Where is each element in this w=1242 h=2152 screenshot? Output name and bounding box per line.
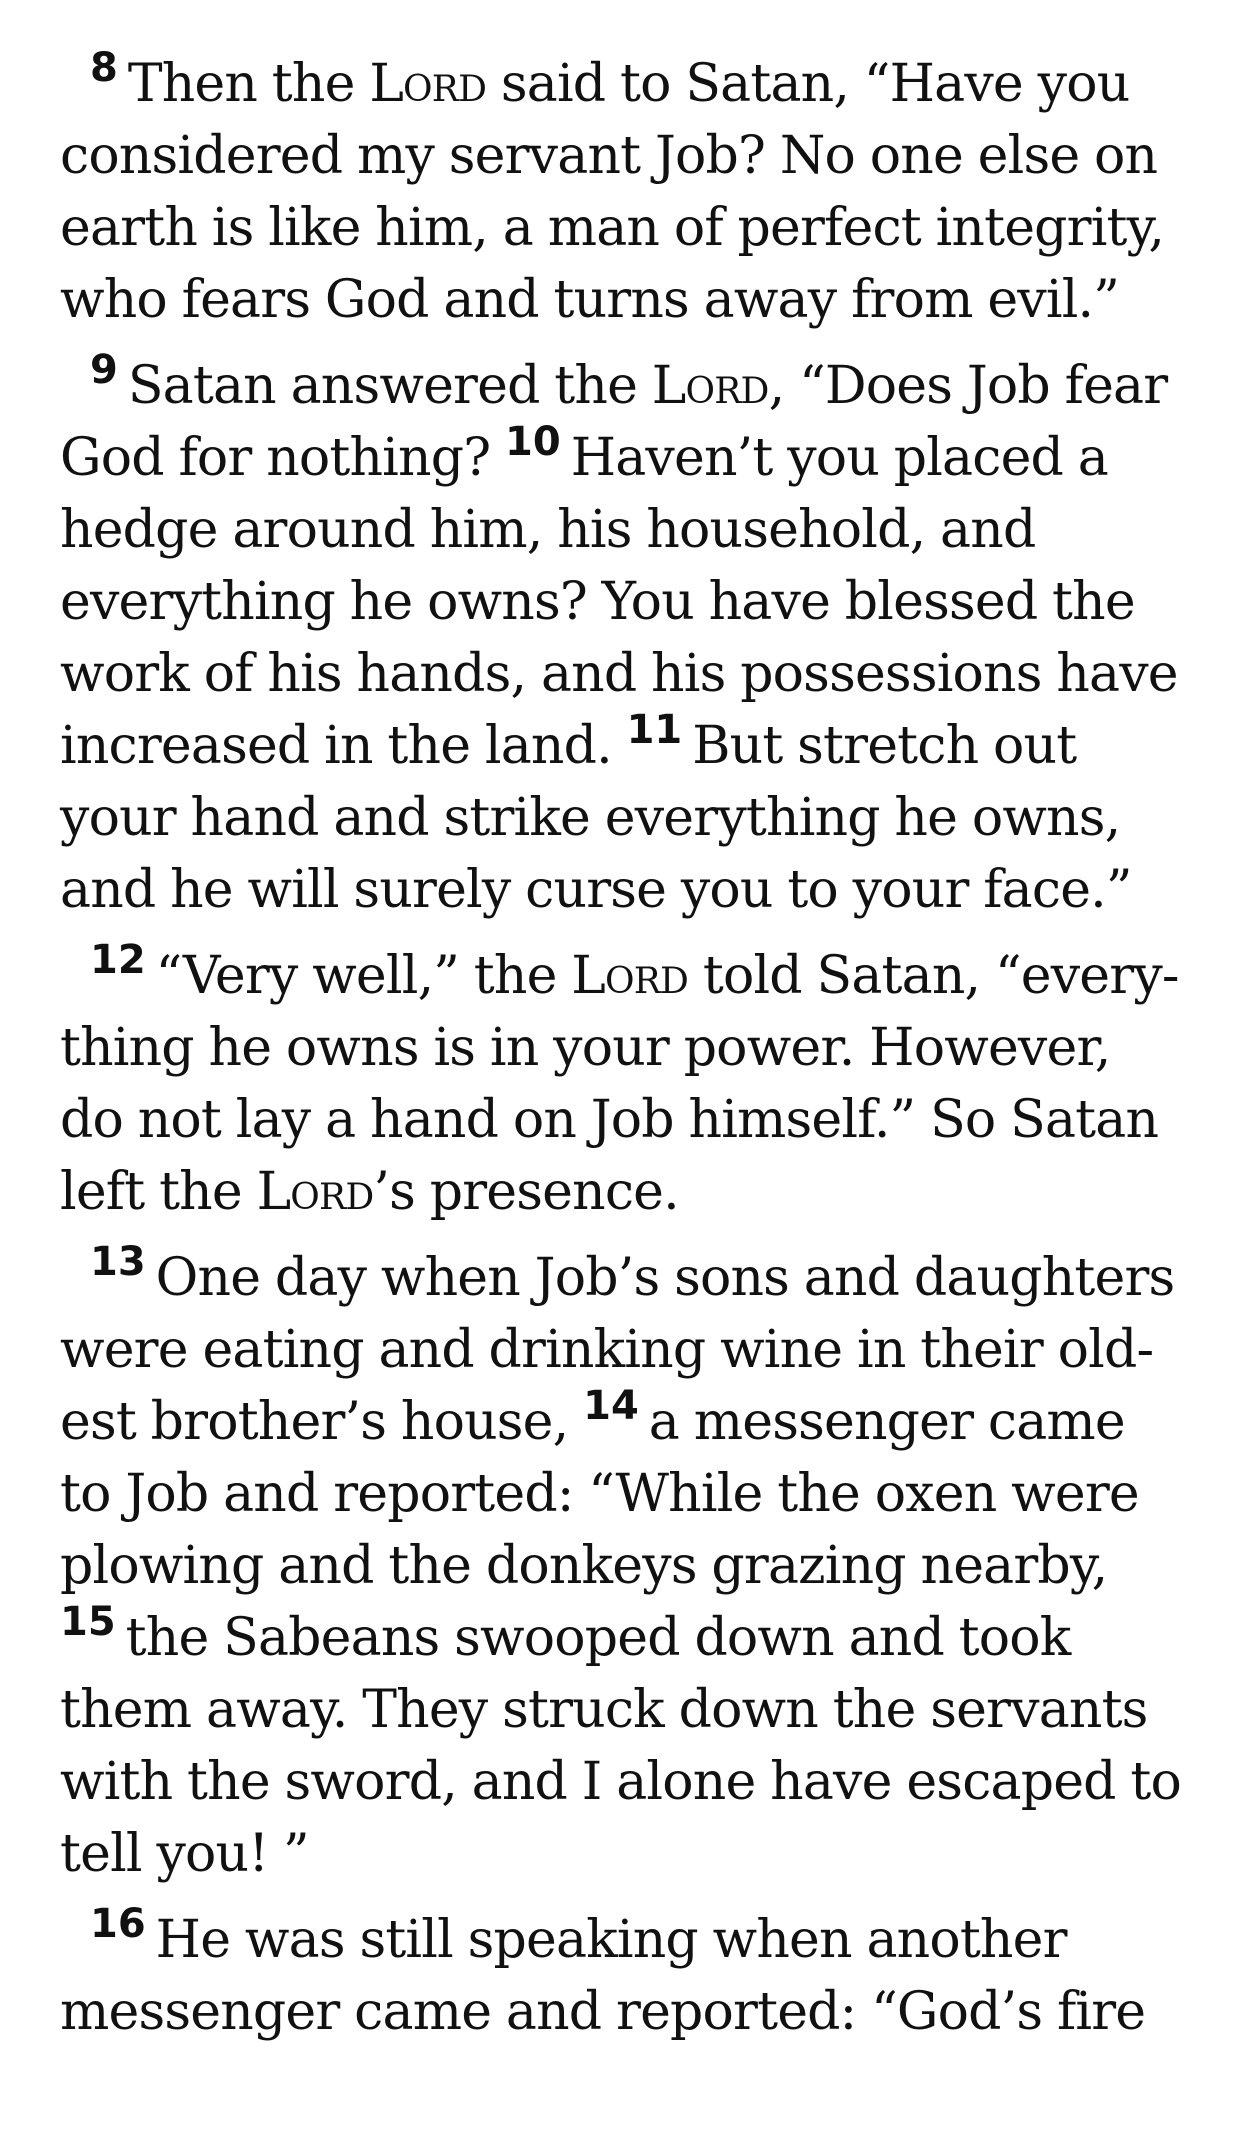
verse-number-8[interactable]: 8 [90, 45, 118, 91]
paragraph-verse-12 [60, 937, 1182, 1228]
scripture-passage [60, 45, 1182, 2048]
verse-text: He was still speaking when another messenger came and reported: “God’s fire [60, 1910, 1146, 2042]
paragraph-verse-16 [60, 1901, 1182, 2048]
paragraph-verse-13 [60, 1239, 1182, 1890]
divine-name-lord: Lord [571, 946, 689, 1006]
verse-number-9[interactable]: 9 [90, 347, 118, 393]
divine-name-lord: Lord [256, 1162, 374, 1222]
verse-text: “Very well,” the [155, 946, 572, 1006]
verse-text: Then the [127, 54, 370, 114]
verse-number-13[interactable]: 13 [90, 1239, 146, 1285]
verse-number-12[interactable]: 12 [90, 937, 146, 983]
verse-number-15[interactable]: 15 [60, 1599, 116, 1645]
paragraph-verse-9 [60, 347, 1182, 926]
verse-text: Haven’t you placed a hedge around him, his household, and everything he owns? You have blessed the work of his hands, and his possessions have increased in the land. [60, 428, 1178, 776]
divine-name-lord: Lord [369, 54, 487, 114]
verse-number-16[interactable]: 16 [90, 1901, 146, 1947]
verse-text: said to Satan, “Have you considered my servant Job? No one else on earth is like him, a man of perfect integrity, who fears God and turns away from evil.” [60, 54, 1165, 330]
verse-text: But stretch out your hand and strike everything he owns, and he will surely curse you to your face.” [60, 716, 1132, 920]
verse-text: ’s presence. [373, 1162, 679, 1222]
verse-text: , “Does Job fear God for nothing? [60, 356, 1168, 488]
verse-text: a messenger came to Job and reported: “While the oxen were plowing and the donkeys grazing nearby, [60, 1392, 1139, 1596]
verse-text: Satan answered the [127, 356, 652, 416]
verse-text: One day when Job’s sons and daughters were eating and drinking wine in their oldest brother’s house, [60, 1248, 1175, 1452]
paragraph-verse-8 [60, 45, 1182, 336]
divine-name-lord: Lord [651, 356, 769, 416]
verse-number-11[interactable]: 11 [626, 707, 683, 753]
verse-number-14[interactable]: 14 [583, 1383, 639, 1429]
verse-text: told Satan, “everything he owns is in your power. However, do not lay a hand on Job himself.” So Satan left the [60, 946, 1180, 1222]
verse-text: the Sabeans swooped down and took them away. They struck down the servants with the sword, and I alone have escaped to tell you! ” [60, 1608, 1181, 1884]
verse-number-10[interactable]: 10 [505, 419, 561, 465]
